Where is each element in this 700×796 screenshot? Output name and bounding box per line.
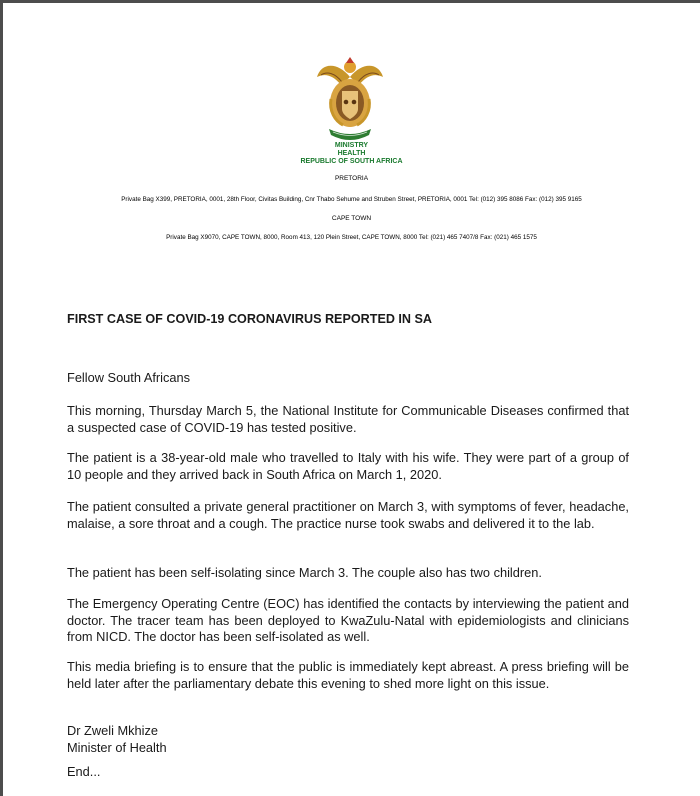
document-page: [3, 3, 700, 796]
pretoria-label: PRETORIA: [334, 175, 369, 182]
paragraph-2: The patient is a 38-year-old male who travelled to Italy with his wife. They were part of a group of 10 people and they arrived back in South Africa on March 1, 2020.: [67, 450, 629, 482]
coat-of-arms-emblem: [315, 55, 385, 141]
signatory-role: Minister of Health: [67, 740, 167, 755]
ministry-line-3: REPUBLIC OF SOUTH AFRICA: [300, 158, 403, 165]
ministry-line-1: MINISTRY: [334, 142, 369, 149]
signatory-name: Dr Zweli Mkhize: [67, 723, 159, 738]
cape-town-address: Private Bag X9070, CAPE TOWN, 8000, Room 413, 120 Plein Street, CAPE TOWN, 8000 Tel: (021) 465 7407/8 Fax: (021) 465 1575: [166, 234, 537, 241]
document-title: FIRST CASE OF COVID-19 CORONAVIRUS REPORTED IN SA: [67, 312, 433, 326]
salutation: Fellow South Africans: [67, 370, 191, 385]
cape-town-label: CAPE TOWN: [331, 215, 372, 222]
paragraph-6: This media briefing is to ensure that the public is immediately kept abreast. A press briefing will be held later after the parliamentary debate this evening to shed more light on this issue.: [67, 659, 629, 691]
paragraph-1: This morning, Thursday March 5, the National Institute for Communicable Diseases confirmed that a suspected case of COVID-19 has tested positive.: [67, 403, 629, 435]
paragraph-3: The patient consulted a private general practitioner on March 3, with symptoms of fever, headache, malaise, a sore throat and a cough. The practice nurse took swabs and delivered it to the lab.: [67, 499, 629, 531]
paragraph-4: The patient has been self-isolating since March 3. The couple also has two children.: [67, 565, 542, 580]
ministry-name: [3, 142, 700, 166]
pretoria-address: Private Bag X399, PRETORIA, 0001, 28th Floor, Civitas Building, Cnr Thabo Sehume and Struben Street, PRETORIA, 0001 Tel: (012) 395 8086 Fax: (012) 395 9165: [121, 196, 582, 203]
ministry-line-2: HEALTH: [337, 150, 366, 157]
closing-text: End...: [67, 764, 101, 779]
paragraph-5: The Emergency Operating Centre (EOC) has identified the contacts by interviewing the patient and doctor. The tracer team has been deployed to KwaZulu-Natal with epidemiologists and clinicians from NICD. The doctor has been self-isolated as well.: [67, 596, 629, 644]
